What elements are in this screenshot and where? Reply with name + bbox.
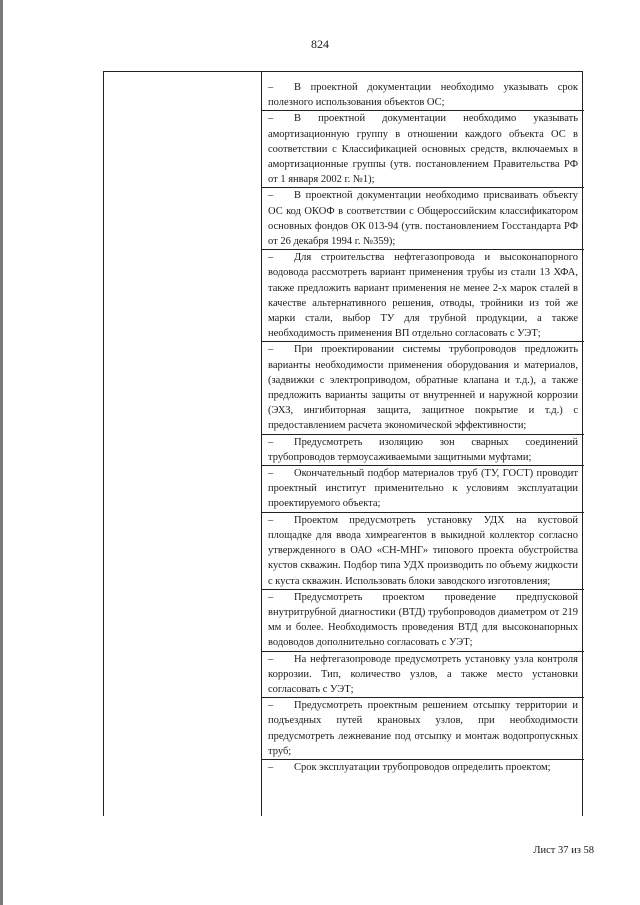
item-dash: – <box>268 700 274 712</box>
requirement-item <box>268 466 578 512</box>
item-text: Проектом предусмотреть установку УДХ на кустовой площадке для ввода химреагентов в выкидной коллектор согласно утвержденного в ОАО «СН-МНГ» типового проекта обустройства кустов скважин. Подбор типа УДХ производить по объему жидкости с куста скважин. Использовать блоки заводского изготовления; <box>268 514 578 587</box>
requirement-item <box>268 111 578 187</box>
requirement-item <box>268 188 578 249</box>
item-text: Предусмотреть проектным решением отсыпку территории и подъездных путей крановых узлов, при необходимости предусмотреть лежневание под отсыпку и монтаж водопропускных труб; <box>268 700 578 757</box>
item-dash: – <box>268 113 274 125</box>
requirement-item <box>268 652 578 698</box>
requirements-list <box>268 80 578 775</box>
item-text: В проектной документации необходимо указывать амортизационную группу в отношении каждого объекта ОС в соответствии с Классификацией основных средств, включаемых в амортизационные группы (утв. постановлением Правительства РФ от 1 января 2002 г. №1); <box>268 113 578 186</box>
item-dash: – <box>268 761 274 773</box>
document-table <box>103 71 583 816</box>
item-dash: – <box>268 344 274 356</box>
item-text: Для строительства нефтегазопровода и высоконапорного водовода рассмотреть вариант применения трубы из стали 13 ХФА, также предложить вариант применения не менее 2-х марок сталей в качестве альтернативного решения, отводы, тройники из той же марки стали, выбор ТУ для трубной продукции, а также необходимость применения ВП отдельно согласовать с УЭТ; <box>268 252 578 340</box>
item-dash: – <box>268 252 274 264</box>
item-dash: – <box>268 653 274 665</box>
requirement-item <box>268 435 578 465</box>
item-dash: – <box>268 190 274 202</box>
requirement-item <box>268 342 578 433</box>
item-text: В проектной документации необходимо указывать срок полезного использования объектов ОС; <box>268 82 578 109</box>
item-dash: – <box>268 591 274 603</box>
item-text: Предусмотреть проектом проведение предпусковой внутритрубной диагностики (ВТД) трубопроводов диаметром от 219 мм и более. Необходимость проведения ВТД для высоконапорных водоводов дополнительно согласовать с УЭТ; <box>268 591 578 649</box>
requirement-item <box>268 250 578 341</box>
item-text: В проектной документации необходимо присваивать объекту ОС код ОКОФ в соответствии с Общероссийским классификатором основных фондов ОК 013-94 (утв. постановлением Госстандарта РФ от 26 декабря 1994 г. №359); <box>268 190 578 248</box>
item-dash: – <box>268 82 274 93</box>
sheet-footer: Лист 37 из 58 <box>533 845 594 856</box>
item-text: Окончательный подбор материалов труб (ТУ, ГОСТ) проводит проектный институт применительно к условиям эксплуатации проектируемого объекта; <box>268 468 578 510</box>
requirement-item <box>268 760 578 775</box>
item-text: Предусмотреть изоляцию зон сварных соединений трубопроводов термоусаживаемыми защитными муфтами; <box>268 436 578 463</box>
page-number: 824 <box>311 37 329 51</box>
requirement-item <box>268 698 578 759</box>
item-dash: – <box>268 436 274 448</box>
item-dash: – <box>268 468 274 480</box>
item-dash: – <box>268 514 274 526</box>
item-text: На нефтегазопроводе предусмотреть установку узла контроля коррозии. Тип, количество узлов, а также место установки согласовать с УЭТ; <box>268 653 578 695</box>
requirement-item <box>268 80 578 110</box>
item-text: Срок эксплуатации трубопроводов определить проектом; <box>294 761 551 773</box>
requirement-item <box>268 590 578 651</box>
scan-edge <box>0 0 3 905</box>
item-text: При проектировании системы трубопроводов предложить варианты необходимости применения оборудования и материалов, (задвижки с электроприводом, обратные клапана и т.д.), а также предложить варианты защиты от внутренней и наружной коррозии (ЭХЗ, ингибиторная защита, защитное покрытие и т.д.) с предоставлением расчета экономической эффективности; <box>268 344 578 432</box>
requirement-item <box>268 513 578 589</box>
column-divider <box>261 72 262 816</box>
